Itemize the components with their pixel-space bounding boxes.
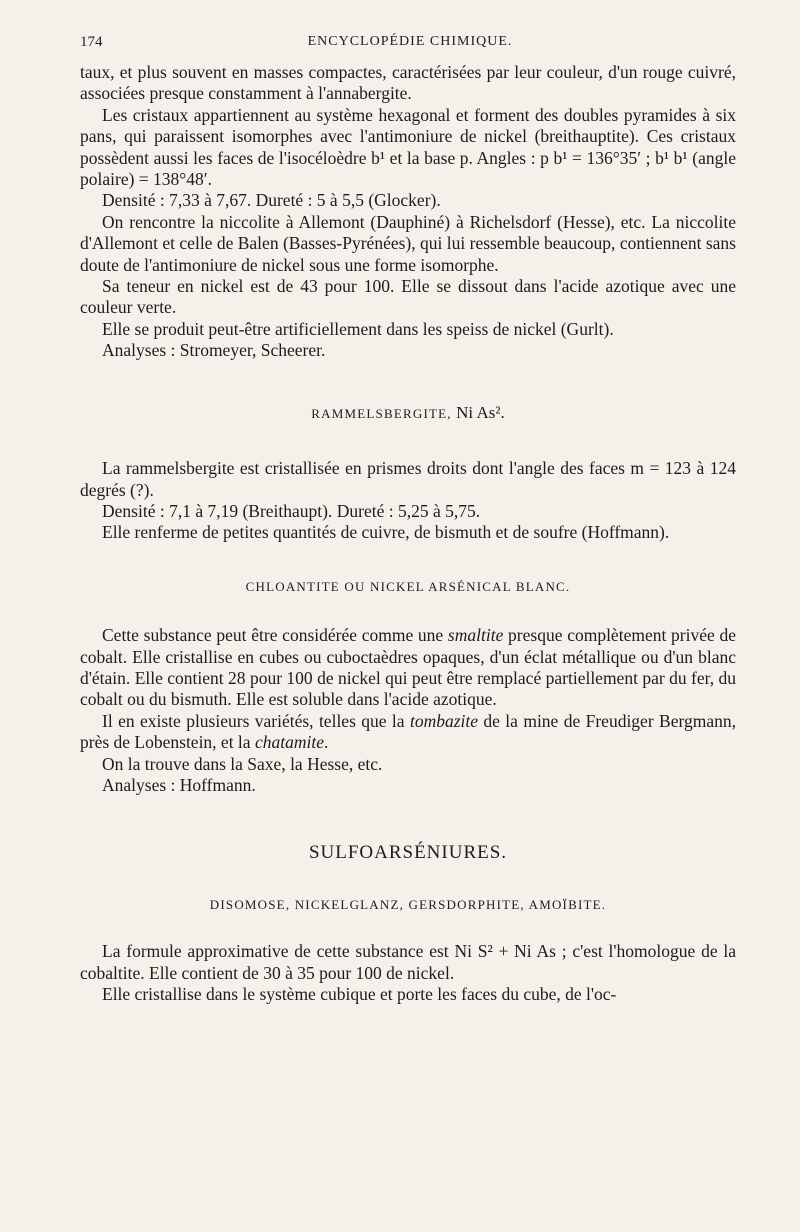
paragraph: Densité : 7,1 à 7,19 (Breithaupt). Dureté : 5,25 à 5,75. [102, 500, 481, 521]
text-run: presque complètement privée de cobalt. Elle cristallise en cubes ou cuboctaèdres opaques, d'un éclat métallique ou d'un blanc d'étain. Elle contient 28 pour 100 de nickel qui peut être remplacé partiellement par du fer, du cobalt ou du bismuth. Elle est soluble dans l'acide azotique. [80, 625, 736, 710]
text-run: . [323, 732, 329, 753]
page-body [80, 62, 736, 1005]
paragraph: taux, et plus souvent en masses compactes, caractérisées par leur couleur, d'un rouge cuivré, associées presque constamment à l'annabergite. [80, 62, 736, 104]
text-run: Il en existe plusieurs variétés, telles que la [102, 710, 410, 731]
paragraph: La formule approximative de cette substance est Ni S² + Ni As ; c'est l'homologue de la cobaltite. Elle contient de 30 à 35 pour 100 de nickel. [80, 941, 736, 983]
paragraph: Les cristaux appartiennent au système hexagonal et forment des doubles pyramides à six pans, qui paraissent isomorphes avec l'antimoniure de nickel (breithauptite). Ces cristaux possèdent aussi les faces de l'isocéloèdre b¹ et la base p. Angles : p b¹ = 136°35′ ; b¹ b¹ (angle polaire) = 138°48′. [80, 104, 736, 190]
paragraph [80, 625, 736, 711]
paragraph [80, 711, 736, 754]
paragraph: On la trouve dans la Saxe, la Hesse, etc. [102, 753, 383, 774]
paragraph: Analyses : Stromeyer, Scheerer. [102, 340, 326, 361]
paragraph: Elle renferme de petites quantités de cuivre, de bismuth et de soufre (Hoffmann). [102, 522, 670, 543]
italic-term: smaltite [447, 625, 504, 646]
italic-term: chatamite [254, 732, 324, 753]
running-title: ENCYCLOPÉDIE CHIMIQUE. [307, 34, 513, 49]
subsection-heading-disomose: DISOMOSE, NICKELGLANZ, GERSDORPHITE, AMOÏBITE. [209, 896, 607, 912]
paragraph: Elle se produit peut-être artificiellement dans les speiss de nickel (Gurlt). [102, 318, 614, 339]
paragraph: Sa teneur en nickel est de 43 pour 100. Elle se dissout dans l'acide azotique avec une couleur verte. [80, 276, 736, 318]
paragraph: Densité : 7,33 à 7,67. Dureté : 5 à 5,5 (Glocker). [102, 190, 441, 211]
paragraph: Elle cristallise dans le système cubique et porte les faces du cube, de l'oc- [102, 984, 617, 1004]
paragraph: Analyses : Hoffmann. [102, 774, 256, 795]
running-head [80, 34, 740, 56]
italic-term: tombazite [409, 710, 479, 731]
page-number: 174 [80, 34, 103, 50]
paragraph: On rencontre la niccolite à Allemont (Dauphiné) à Richelsdorf (Hesse), etc. La niccolite d'Allemont et celle de Balen (Basses-Pyrénées), qui lui ressemble beaucoup, contiennent sans doute de l'antimoniure de nickel sous une forme isomorphe. [80, 211, 736, 275]
text-run: de la mine de Freudiger Bergmann, près de Lobenstein, et la [80, 710, 736, 753]
section-heading-text: RAMMELSBERGITE, [311, 405, 452, 421]
text-run: Cette substance peut être considérée comme une [102, 625, 448, 646]
chemical-formula: Ni As². [456, 402, 505, 422]
section-heading-sulfoarseniures: SULFOARSÉNIURES. [308, 842, 508, 864]
paragraph: La rammelsbergite est cristallisée en prismes droits dont l'angle des faces m = 123 à 124 degrés (?). [80, 458, 736, 500]
section-heading-rammelsbergite [80, 402, 736, 424]
section-heading-chloantite: CHLOANTITE OU NICKEL ARSÉNICAL BLANC. [245, 578, 571, 594]
